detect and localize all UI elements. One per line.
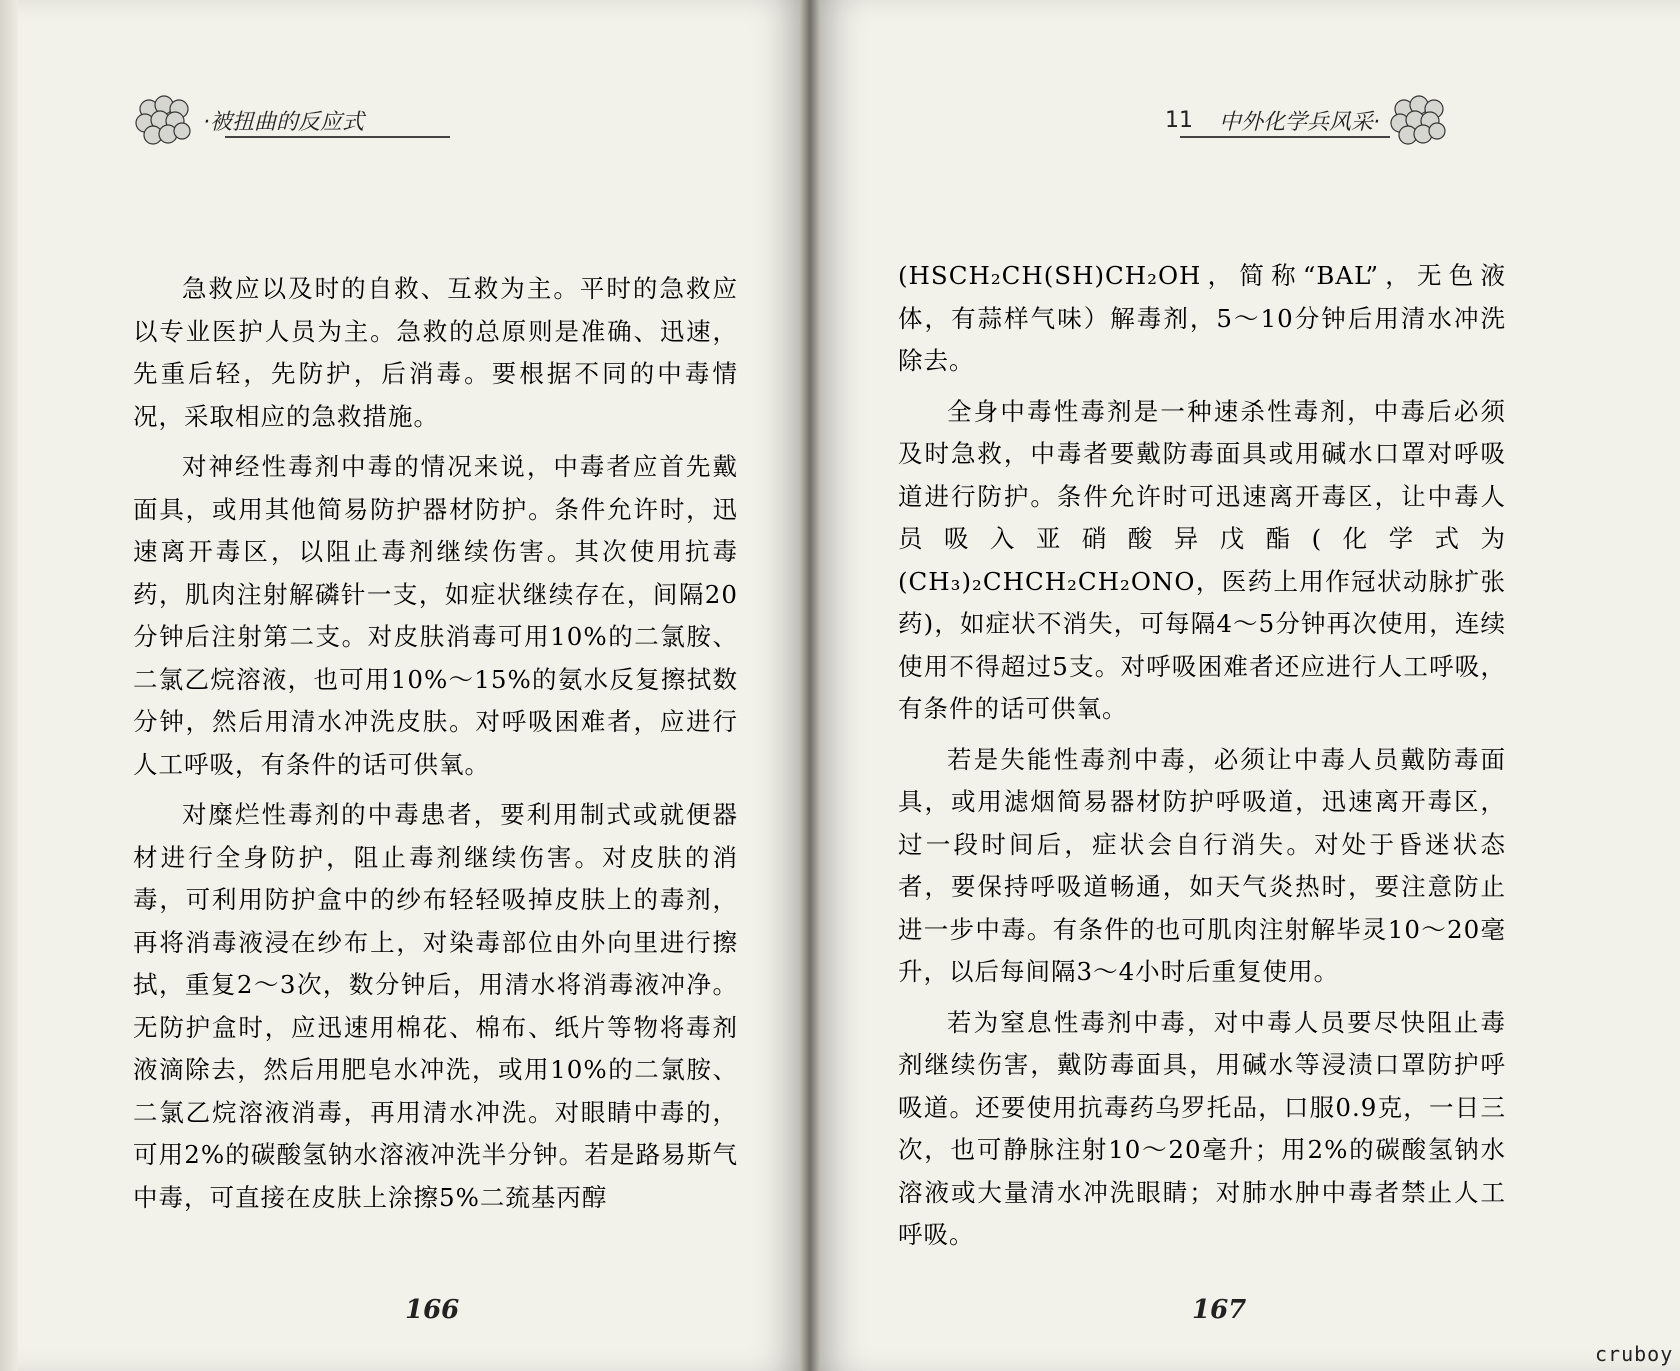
paragraph: 若为窒息性毒剂中毒，对中毒人员要尽快阻止毒剂继续伤害，戴防毒面具，用碱水等浸渍口罩防护呼吸道。还要使用抗毒药乌罗托品，口服0.9克，一日三次，也可静脉注射10～20毫升；用2%的碳酸氢钠水溶液或大量清水冲洗眼睛；对肺水肿中毒者禁止人工呼吸。 xyxy=(898,1007,1506,1249)
molecule-ornament-icon xyxy=(135,93,193,147)
left-running-head xyxy=(135,90,364,150)
scan-edge xyxy=(0,0,18,1371)
paragraph: 急救应以及时的自救、互救为主。平时的急救应以专业医护人员为主。急救的总原则是准确、迅速，先重后轻，先防护，后消毒。要根据不同的中毒情况，采取相应的急救措施。 xyxy=(133,274,738,431)
left-running-head-text: ·被扭曲的反应式 xyxy=(203,109,364,135)
right-header-rule xyxy=(1180,136,1390,138)
right-running-head xyxy=(1165,90,1448,150)
paragraph: 全身中毒性毒剂是一种速杀性毒剂，中毒后必须及时急救，中毒者要戴防毒面具或用碱水口罩对呼吸道进行防护。条件允许时可迅速离开毒区，让中毒人员吸入亚硝酸异戊酯(化学式为(CH₃)₂CHCH₂CH₂ONO，医药上用作冠状动脉扩张药)，如症状不消失，可每隔4～5分钟再次使用，连续使用不得超过5支。对呼吸困难者还应进行人工呼吸，有条件的话可供氧。 xyxy=(898,396,1506,723)
paragraph: 对神经性毒剂中毒的情况来说，中毒者应首先戴面具，或用其他简易防护器材防护。条件允许时，迅速离开毒区，以阻止毒剂继续伤害。其次使用抗毒药，肌肉注射解磷针一支，如症状继续存在，间隔20分钟后注射第二支。对皮肤消毒可用10%的二氯胺、二氯乙烷溶液，也可用10%～15%的氨水反复擦拭数分钟，然后用清水冲洗皮肤。对呼吸困难者，应进行人工呼吸，有条件的话可供氧。 xyxy=(133,452,738,779)
chapter-number: 11 xyxy=(1165,107,1193,133)
right-running-head-text: 中外化学兵风采· xyxy=(1219,109,1380,135)
paragraph: (HSCH₂CH(SH)CH₂OH，简称“BAL”，无色液体，有蒜样气味）解毒剂，5～10分钟后用清水冲洗除去。 xyxy=(898,261,1506,375)
left-page-number: 166 xyxy=(405,1295,460,1325)
scanner-watermark: cruboy xyxy=(1595,1342,1674,1366)
left-header-rule xyxy=(225,136,450,138)
left-body-text xyxy=(133,268,738,1219)
molecule-ornament-icon xyxy=(1390,93,1448,147)
book-gutter xyxy=(800,0,820,1371)
paragraph: 对糜烂性毒剂的中毒患者，要利用制式或就便器材进行全身防护，阻止毒剂继续伤害。对皮肤的消毒，可利用防护盒中的纱布轻轻吸掉皮肤上的毒剂，再将消毒液浸在纱布上，对染毒部位由外向里进行擦拭，重复2～3次，数分钟后，用清水将消毒液冲净。无防护盒时，应迅速用棉花、棉布、纸片等物将毒剂液滴除去，然后用肥皂水冲洗，或用10%的二氯胺、二氯乙烷溶液消毒，再用清水冲洗。对眼睛中毒的，可用2%的碳酸氢钠水溶液冲洗半分钟。若是路易斯气中毒，可直接在皮肤上涂擦5%二巯基丙醇 xyxy=(133,800,738,1212)
paragraph: 若是失能性毒剂中毒，必须让中毒人员戴防毒面具，或用滤烟简易器材防护呼吸道，迅速离开毒区，过一段时间后，症状会自行消失。对处于昏迷状态者，要保持呼吸道畅通，如天气炎热时，要注意防止进一步中毒。有条件的也可肌肉注射解毕灵10～20毫升，以后每间隔3～4小时后重复使用。 xyxy=(898,744,1506,986)
right-body-text xyxy=(898,255,1506,1257)
right-page-number: 167 xyxy=(1192,1295,1247,1325)
